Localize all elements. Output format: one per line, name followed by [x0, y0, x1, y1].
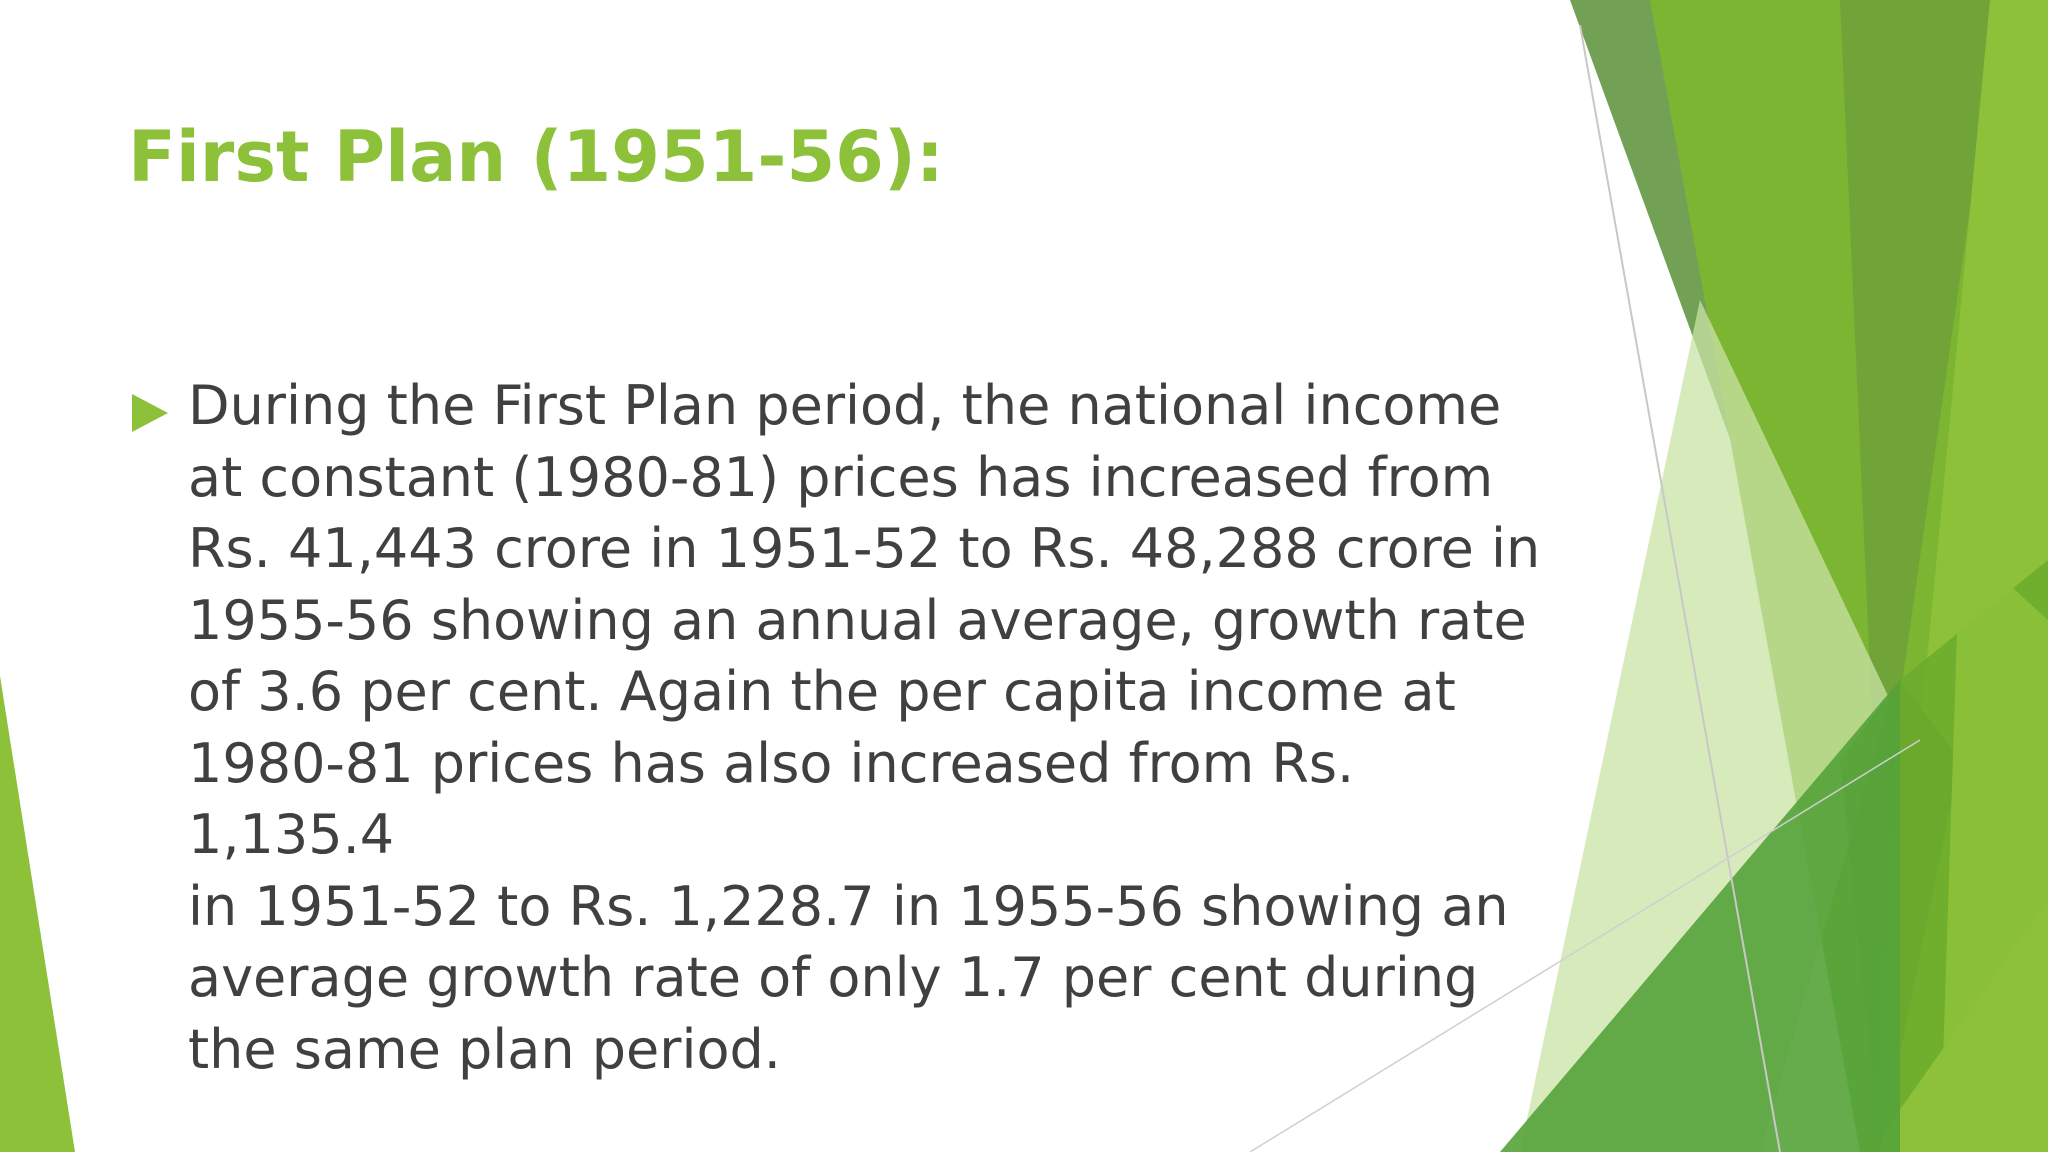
- bullet-text: During the First Plan period, the national income at constant (1980-81) prices has increased from Rs. 41,443 crore in 1951-52 to Rs. 48,288 crore in 1955-56 showing an annual average, growth rate of 3.6 per cent. Again the per capita income at 1980-81 prices has also increased from Rs. 1,135.4 in 1951-52 to Rs. 1,228.7 in 1955-56 showing an average growth rate of only 1.7 per cent during the same plan period.: [188, 374, 1541, 1081]
- bullet-list: [132, 370, 1572, 1085]
- slide-title: First Plan (1951-56):: [128, 116, 944, 198]
- triangle-bullet-icon: [132, 394, 168, 432]
